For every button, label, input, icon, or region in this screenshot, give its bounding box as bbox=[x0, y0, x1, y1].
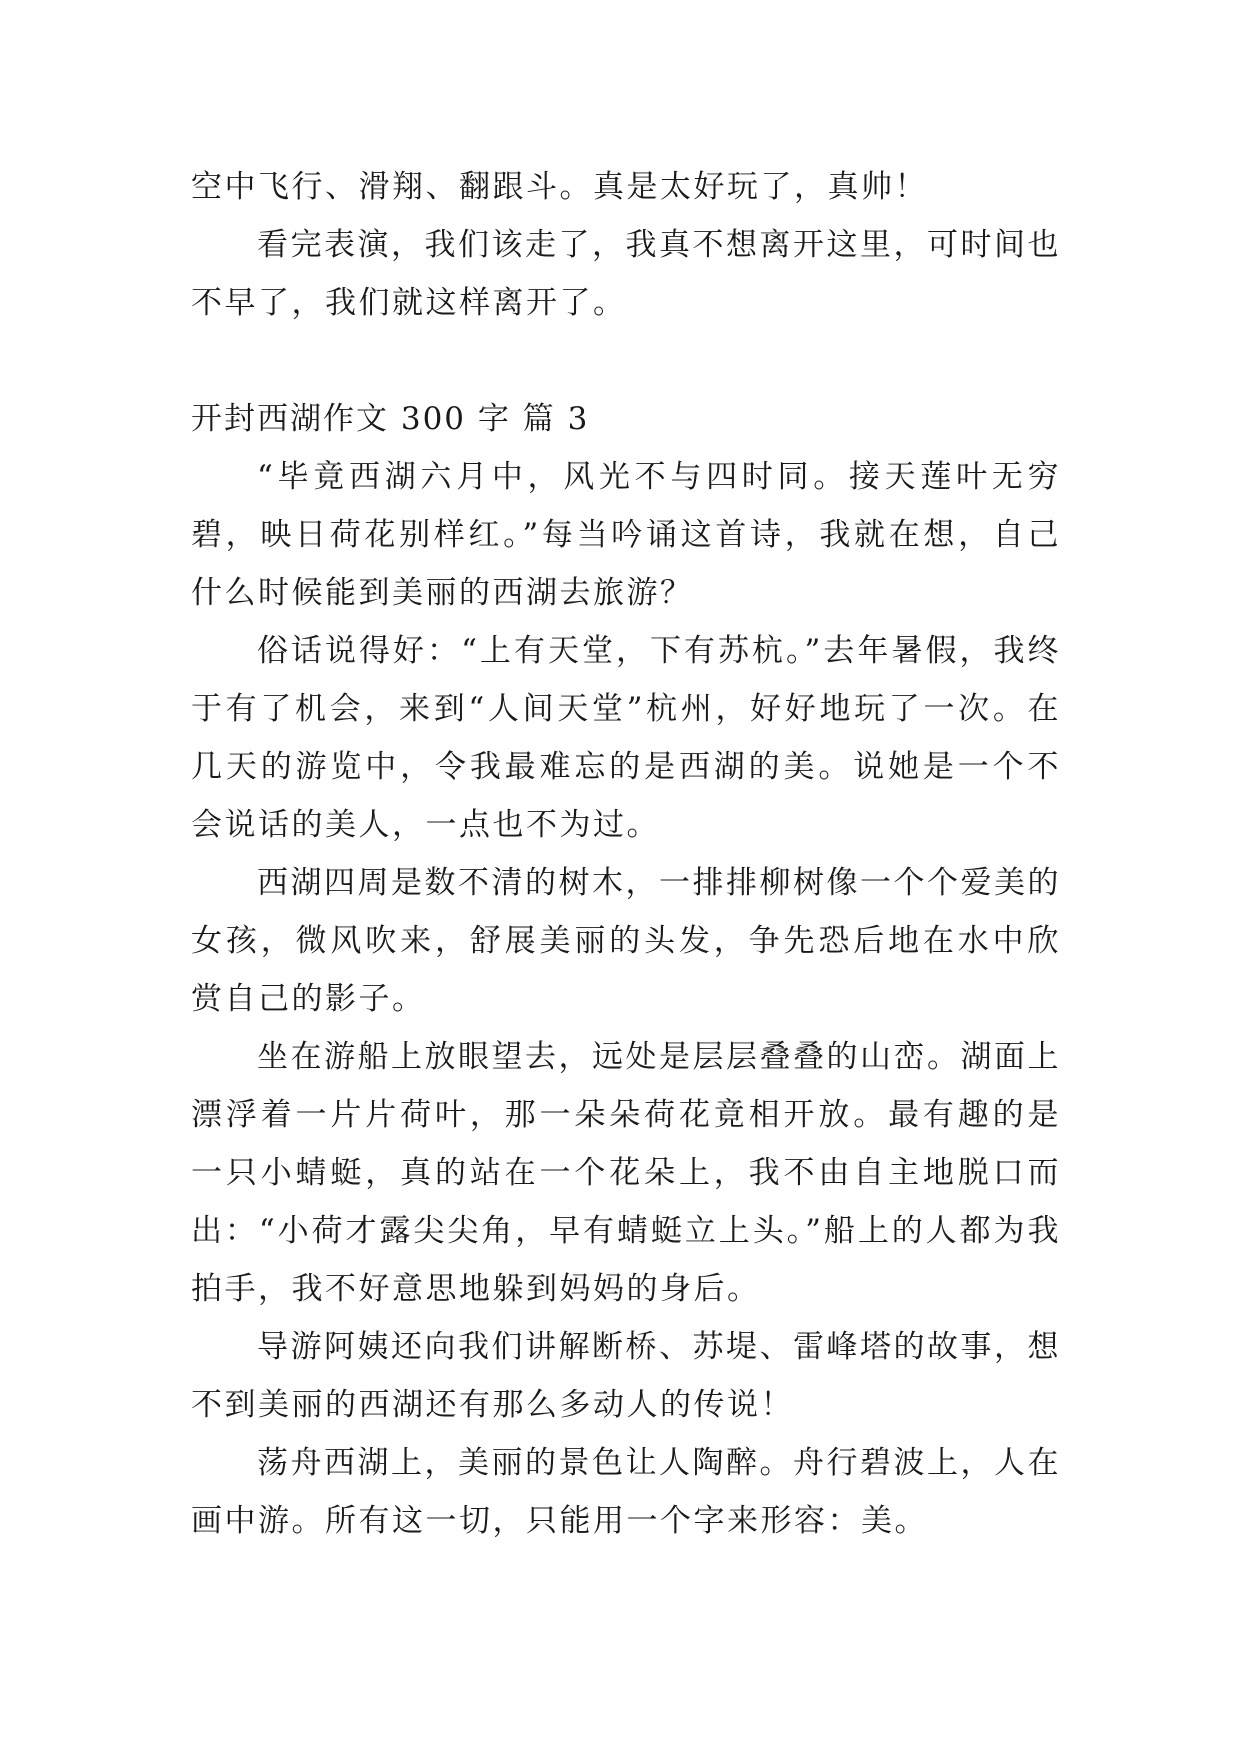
paragraph: 西湖四周是数不清的树木，一排排柳树像一个个爱美的女孩，微风吹来，舒展美丽的头发，争先恐后地在水中欣赏自己的影子。 bbox=[191, 865, 1061, 1017]
paragraph: 导游阿姨还向我们讲解断桥、苏堤、雷峰塔的故事，想不到美丽的西湖还有那么多动人的传说！ bbox=[191, 1329, 1061, 1423]
paragraph: 空中飞行、滑翔、翻跟斗。真是太好玩了，真帅！ bbox=[191, 169, 928, 205]
document-body bbox=[191, 158, 1061, 1550]
paragraph: 坐在游船上放眼望去，远处是层层叠叠的山峦。湖面上漂浮着一片片荷叶，那一朵朵荷花竟相开放。最有趣的是一只小蜻蜓，真的站在一个花朵上，我不由自主地脱口而出：“小荷才露尖尖角，早有蜻蜓立上头。”船上的人都为我拍手，我不好意思地躲到妈妈的身后。 bbox=[191, 1039, 1061, 1307]
paragraph: 看完表演，我们该走了，我真不想离开这里，可时间也不早了，我们就这样离开了。 bbox=[191, 227, 1061, 321]
paragraph: 俗话说得好：“上有天堂，下有苏杭。”去年暑假，我终于有了机会，来到“人间天堂”杭州，好好地玩了一次。在几天的游览中，令我最难忘的是西湖的美。说她是一个不会说话的美人，一点也不为过。 bbox=[191, 633, 1061, 843]
section-heading: 开封西湖作文 300 字 篇 3 bbox=[191, 401, 590, 437]
paragraph: 荡舟西湖上，美丽的景色让人陶醉。舟行碧波上，人在画中游。所有这一切，只能用一个字来形容：美。 bbox=[191, 1445, 1061, 1539]
paragraph: “毕竟西湖六月中，风光不与四时同。接天莲叶无穷碧，映日荷花别样红。”每当吟诵这首诗，我就在想，自己什么时候能到美丽的西湖去旅游？ bbox=[191, 459, 1061, 611]
